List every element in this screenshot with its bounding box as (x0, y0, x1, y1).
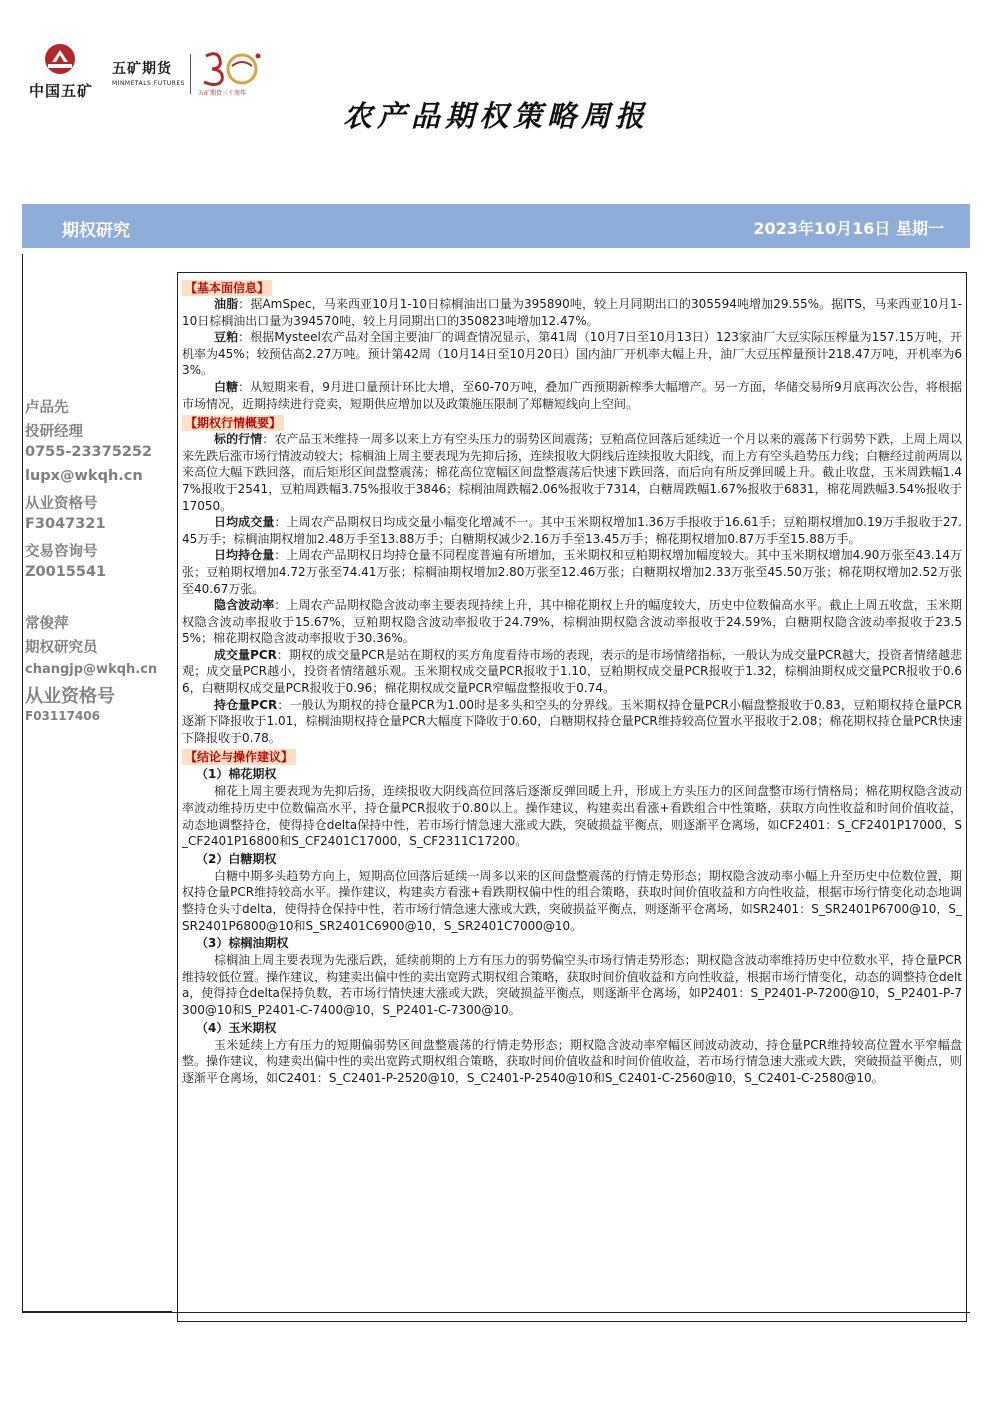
analyst-email[interactable]: lupx@wkqh.cn (25, 468, 143, 484)
report-date: 2023年10月16日 星期一 (753, 219, 944, 238)
strategy-text-palm-oil: 棕榈油上周主要表现为先涨后跌，延续前期的上方有压力的弱势偏空头市场行情走势形态；期权隐含波动率维持历史中位数水平，持仓量PCR维持较低位置。操作建议，构建卖出偏中性的卖出宽跨式期权组合策略，获取时间价值收益和方向性收益，根据市场行情变化，动态的调整持仓delta，使得持仓delta保持负数，若市场行情快速大涨或大跌，突破损益平衡点，则逐渐平仓离场，如P2401：S_P2401-P-7200@10，S_P2401-P-7300@10和S_P2401-C-7400@10，S_P2401-C-7300@10。 (182, 953, 962, 1017)
paragraph-oi-pcr: 持仓量PCR：一般认为期权的持仓量PCR为1.00时是多头和空头的分界线。玉米期权持仓量PCR小幅盘整报收于0.83，豆粕期权持仓量PCR逐渐下降报收于1.01，棕榈油期权持仓量PCR大幅度下降收于0.60，白糖期权持仓量PCR维持较高位置水平报收于2.08；棉花期权持仓量PCR快速下降报收于0.78。 (182, 697, 962, 745)
paragraph-volume-pcr: 成交量PCR：期权的成交量PCR是站在期权的买方角度看待市场的表现，表示的是市场情绪指标，一般认为成交量PCR越大，投资者情绪越悲观；成交量PCR越小，投资者情绪越乐观。玉米期权成交量PCR报收于1.10，豆粕期权成交量PCR报收于1.32，棕榈油期权成交量PCR报收于0.66，白糖期权成交量PCR报收于0.96；棉花期权成交量PCR窄幅盘整报收于0.74。 (182, 647, 962, 696)
strategy-title-corn: （4）玉米期权 (196, 1020, 277, 1035)
paragraph-implied-vol: 隐含波动率：上周农产品期权隐含波动率主要表现持续上升，其中棉花期权上升的幅度较大，历史中位数偏高水平。截止上周五收盘，玉米期权隐含波动率报收于15.67%，豆粕期权隐含波动率报收于24.79%，棕榈油期权隐含波动率报收于24.59%，白糖期权隐含波动率报收于23.55%；棉花期权隐含波动率报收于30.36%。 (182, 598, 962, 646)
strategy-text-sugar: 白糖中期多头趋势方向上，短期高位回落后延续一周多以来的区间盘整震荡的行情走势形态；期权隐含波动率小幅上升至历史中位数位置，期权持仓量PCR维持较高水平。操作建议，构建卖方看涨+看跌期权偏中性的组合策略，获取时间价值收益和方向性收益，根据市场行情变化动态地调整持仓头寸delta，使得持仓保持中性，若市场行情急速大涨或大跌，突破损益平衡点，则逐渐平仓离场，如SR2401：S_SR2401P6700@10，S_SR2401P6800@10和S_SR2401C6900@10，S_SR2401C7000@10。 (182, 868, 962, 933)
paragraph-sugar: 白糖：从短期来看，9月进口量预计环比大增，至60-70万吨，叠加广西预期新榨季大幅增产。另一方面，华储交易所9月底再次公告，将根据市场情况，近期持续进行竞卖，短期供应增加以及政策施压限制了郑糖短线向上空间。 (182, 379, 962, 411)
report-content (177, 272, 967, 1322)
analyst-cert-label: 从业资格号 (25, 496, 98, 512)
strategy-title-cotton: （1）棉花期权 (196, 767, 277, 782)
section-heading-market: 【期权行情概要】 (182, 415, 284, 431)
analyst-role: 投研经理 (25, 424, 83, 440)
strategy-text-cotton: 棉花上周主要表现为先抑后扬，连续报收大阴线高位回落后逐渐反弹回暖上升，形成上方头压力的区间盘整市场行情格局；棉花期权隐含波动率波动维持历史中位数偏高水平，持仓量PCR报收于0.80以上。操作建议，构建卖出看涨+看跌组合中性策略，获取方向性收益和时间价值收益，动态地调整持仓，使得持仓delta保持中性，若市场行情急速大涨或大跌，突破损益平衡点，则逐渐平仓离场，如CF2401：S_CF2401P17000，S_CF2401P16800和S_CF2401C17000，S_CF2311C17200。 (182, 784, 962, 849)
strategy-title-palm-oil: （3）棕榈油期权 (196, 936, 289, 951)
strategy-title-sugar: （2）白糖期权 (196, 851, 277, 866)
analyst-email[interactable]: changjp@wkqh.cn (25, 662, 158, 677)
analyst-consult-label: 交易咨询号 (25, 544, 98, 560)
analyst-cert: F3047321 (25, 516, 106, 532)
strategy-text-corn: 玉米延续上方有压力的短期偏弱势区间盘整震荡的行情走势形态；期权隐含波动率窄幅区间波动波动，持仓量PCR维持较高位置水平窄幅盘整。操作建议，构建卖出偏中性的卖出宽跨式期权组合策略，获取时间价值收益和时间价值收益，若市场行情急速大涨或大跌，突破损益平衡点，则逐渐平仓离场，如C2401：S_C2401-P-2520@10，S_C2401-P-2540@10和S_C2401-C-2560@10，S_C2401-C-2580@10。 (182, 1037, 963, 1085)
analyst-name: 常俊萍 (25, 616, 69, 632)
analyst-panel (22, 254, 172, 1312)
paragraph-open-interest: 日均持仓量：上周农产品期权日均持仓量不同程度普遍有所增加，玉米期权和豆粕期权增加幅度较大。其中玉米期权增加4.90万张至43.14万张；豆粕期权增加4.72万张至74.41万张；棕榈油期权增加2.80万张至12.46万张；白糖期权增加2.33万张至45.50万张；棉花期权增加2.52万张至40.67万张。 (182, 548, 962, 596)
analyst-cert-label: 从业资格号 (25, 686, 115, 707)
china-minmetals-logo (20, 42, 102, 100)
report-banner (22, 204, 970, 248)
paragraph-underlying: 标的行情：农产品玉米维持一周多以来上方有空头压力的弱势区间震荡；豆粕高位回落后延续近一个月以来的震荡下行弱势下跌，上周上周以来先跌后涨市场行情波动较大；棕榈油上周主要表现为先抑后扬，连续报收大阴线后连续报收大阳线，而上方有空头趋势压力线；白糖经过前两周以来高位大幅下跌回落，而后矩形区间盘整震荡；棉花高位宽幅区间盘整震荡后快速下跌回落，而后向有所反弹回暖上升。截止收盘，玉米周跌幅1.47%报收于2541，豆粕周跌幅3.75%报收于3846；棕榈油周跌幅2.06%报收于7314，白糖周跌幅1.67%报收于6831，棉花周跌幅3.54%报收于17050。 (182, 432, 963, 513)
anniversary-30-icon (196, 48, 288, 88)
analyst-name: 卢品先 (25, 400, 69, 416)
analyst-cert: F03117406 (25, 709, 100, 723)
paragraph-soymeal: 豆粕：根据Mysteel农产品对全国主要油厂的调查情况显示，第41周（10月7日至10月13日）123家油厂大豆实际压榨量为157.15万吨，开机率为45%；较预估高2.27万吨。预计第42周（10月14日至10月20日）国内油厂开机率大幅上升，油厂大豆压榨量预计218.47万吨，开机率为63%。 (182, 330, 962, 378)
analyst-role: 期权研究员 (25, 640, 98, 656)
anniversary-30-logo (196, 48, 288, 98)
report-title: 农产品期权策略周报 (342, 99, 649, 133)
futures-name-cn: 五矿期货 (112, 61, 172, 77)
analyst-phone: 0755-23375252 (25, 444, 153, 460)
minmetals-seal-icon (42, 42, 78, 76)
logo-divider (190, 54, 191, 94)
minmetals-futures-logo (112, 58, 192, 94)
paragraph-volume: 日均成交量：上周农产品期权日均成交量小幅变化增减不一。其中玉米期权增加1.36万手报收于16.61手；豆粕期权增加0.19万手报收于27.45万手；棕榈油期权增加2.48万手至13.88万手；白糖期权减少2.16万手至13.45万手；棉花期权增加0.87万手至15.88万手。 (182, 515, 962, 546)
section-heading-fundamentals: 【基本面信息】 (182, 280, 272, 296)
company-name: 中国五矿 (28, 82, 93, 100)
paragraph-oils: 油脂：据AmSpec，马来西亚10月1-10日棕榈油出口量为395890吨，较上月同期出口的305594吨增加29.55%。据ITS，马来西亚10月1-10日棕榈油出口量为394570吨，较上月同期出口的350823吨增加12.47%。 (182, 297, 962, 328)
analyst-consult: Z0015541 (25, 564, 107, 580)
report-category: 期权研究 (62, 221, 130, 241)
footer-rule (22, 1312, 970, 1313)
section-heading-strategy: 【结论与操作建议】 (182, 749, 296, 765)
futures-name-en: MINMETALS FUTURES (112, 80, 185, 87)
anniversary-tagline: 五矿期货三十周年 (198, 90, 247, 97)
